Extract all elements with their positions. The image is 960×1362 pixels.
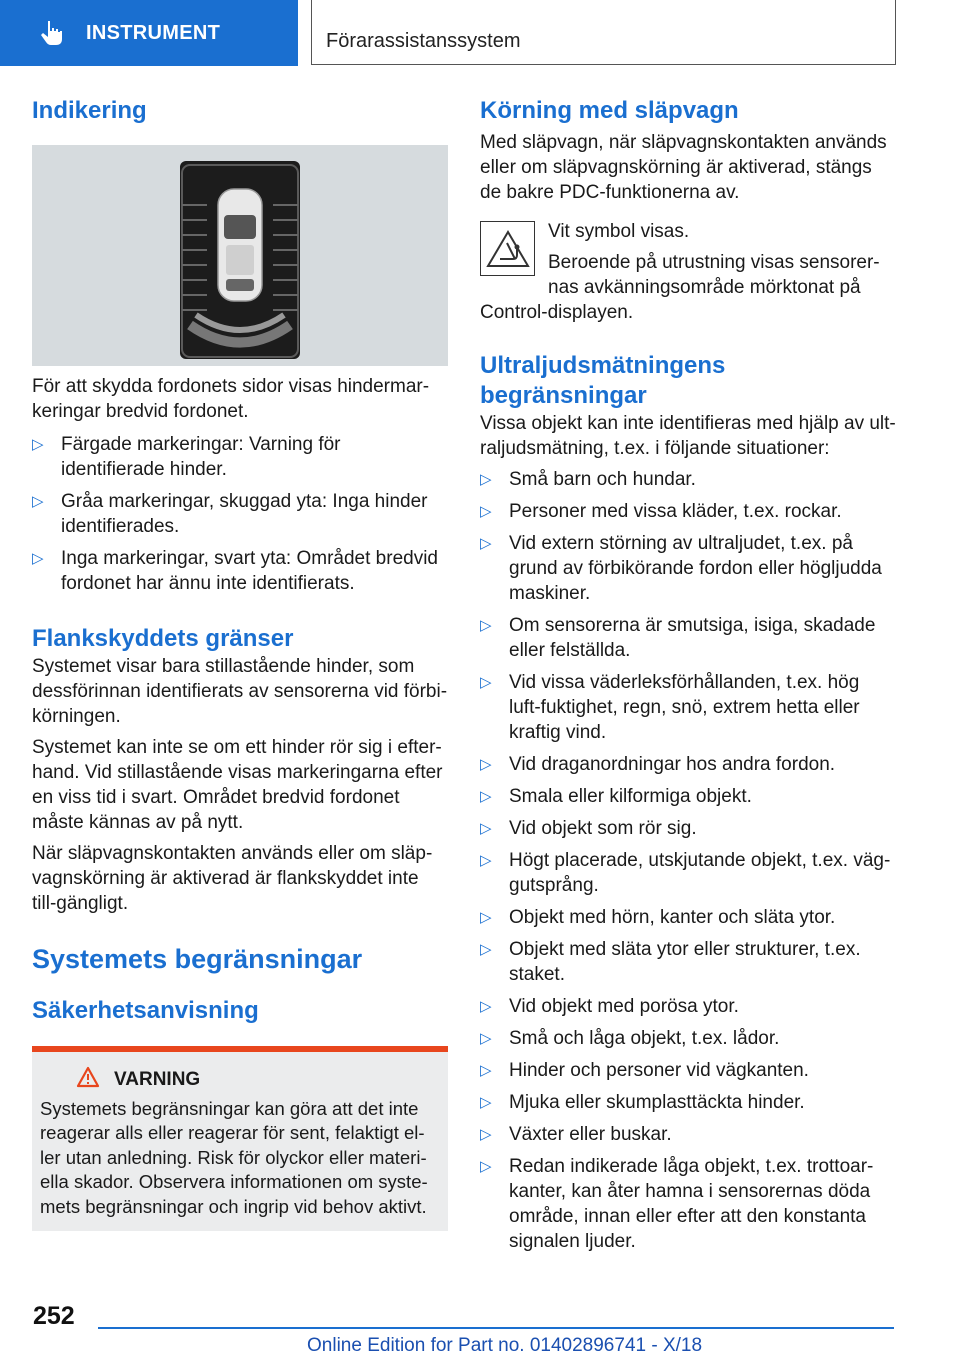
flank-paragraph-1: Systemet visar bara stillastående hinder, som dessförinnan identifierats av sensorerna vid förbi-körningen. [32,656,448,727]
triangle-bullet-icon: ▷ [480,535,492,552]
flank-paragraph-2: Systemet kan inte se om ett hinder rör sig i efter-hand. Vid stillastående visas markeringarna efter en viss tid i svart. Området bredvid fordonet måste kännas av på nytt. [32,737,443,833]
list-item: ▷ Gråa markeringar, skuggad yta: Inga hinder identifierades. [32,491,428,537]
heading-systemets-begransningar: Systemets begränsningar [32,944,363,974]
warning-box [32,1046,448,1231]
list-item: ▷ Vid objekt med porösa ytor. [480,996,739,1017]
triangle-bullet-icon: ▷ [32,550,44,567]
left-column [32,96,448,1231]
triangle-bullet-icon: ▷ [480,909,492,926]
trailer-sensor-continued: Control-displayen. [480,302,634,323]
page-number: 252 [33,1302,75,1330]
right-column [480,96,896,1261]
trailer-symbol-row [480,219,896,300]
list-item: ▷ Objekt med släta ytor eller strukturer, t.ex. staket. [480,939,861,985]
footer-divider [98,1327,894,1329]
list-item: ▷ Mjuka eller skumplasttäckta hinder. [480,1092,805,1113]
triangle-bullet-icon: ▷ [480,788,492,805]
warning-title [76,1066,440,1095]
warning-text: Systemets begränsningar kan göra att det inte reagerar alls eller reagerar för sent, felaktigt el-ler utan anledning. Risk för olyckor eller materi-ella skador. Observera informationen om syste-mets begränsningar och ingrip vid behov aktivt. [40,1097,428,1217]
triangle-bullet-icon: ▷ [480,852,492,869]
list-item: ▷ Inga markeringar, svart yta: Området bredvid fordonet har ännu inte identifierats. [32,548,438,594]
trailer-warning-icon [480,221,535,276]
page-header [0,0,960,66]
list-item: ▷ Vid extern störning av ultraljudet, t.ex. på grund av förbikörande fordon eller högljudda maskiner. [480,533,882,604]
warning-triangle-icon [76,1066,100,1095]
section-title: Förarassistanssystem [326,30,521,52]
list-item: ▷ Vid draganordningar hos andra fordon. [480,754,836,775]
warning-label: VARNING [114,1069,201,1090]
triangle-bullet-icon: ▷ [480,1126,492,1143]
heading-indikering: Indikering [32,97,147,124]
heading-ultraljud: Ultraljudsmätningens begränsningar [480,352,726,409]
triangle-bullet-icon: ▷ [480,941,492,958]
list-item: ▷ Små barn och hundar. [480,469,696,490]
trailer-symbol-caption: Vit symbol visas. [548,221,690,242]
triangle-bullet-icon: ▷ [480,1062,492,1079]
triangle-bullet-icon: ▷ [32,493,44,510]
indikering-intro: För att skydda fordonets sidor visas hindermar-keringar bredvid fordonet. [32,376,430,422]
heading-flankskydd: Flankskyddets gränser [32,625,294,652]
heading-korning-med-slapvagn: Körning med släpvagn [480,97,739,124]
list-item: ▷ Redan indikerade låga objekt, t.ex. trottoar-kanter, kan åter hamna i sensorernas döda område, innan eller efter att den konstanta signalen ljuder. [480,1156,874,1252]
triangle-bullet-icon: ▷ [480,1158,492,1175]
list-item: ▷ Personer med vissa kläder, t.ex. rockar. [480,501,842,522]
triangle-bullet-icon: ▷ [480,503,492,520]
list-item: ▷ Objekt med hörn, kanter och släta ytor. [480,907,836,928]
list-item: ▷ Vid vissa väderleksförhållanden, t.ex. hög luft-fuktighet, regn, snö, extrem hetta eller kraftig vind. [480,672,860,743]
triangle-bullet-icon: ▷ [480,471,492,488]
list-item: ▷ Om sensorerna är smutsiga, isiga, skadade eller felställda. [480,615,876,661]
list-item: ▷ Vid objekt som rör sig. [480,818,697,839]
triangle-bullet-icon: ▷ [480,756,492,773]
indikering-list [32,432,448,596]
hand-pointer-icon [38,19,66,47]
chapter-tab[interactable] [0,0,298,66]
footer-edition: Online Edition for Part no. 01402896741 - X/18 [307,1335,703,1356]
car-sensor-illustration [32,145,448,366]
triangle-bullet-icon: ▷ [480,617,492,634]
section-title-box [311,0,896,65]
car-sensor-figure [32,145,448,366]
ultra-list [480,467,896,1254]
triangle-bullet-icon: ▷ [480,674,492,691]
trailer-paragraph: Med släpvagn, när släpvagnskontakten används eller om släpvagnskörning är aktiverad, stängs de bakre PDC-funktionerna av. [480,132,887,203]
list-item: ▷ Högt placerade, utskjutande objekt, t.ex. väg-gutsprång. [480,850,891,896]
triangle-bullet-icon: ▷ [480,998,492,1015]
heading-sakerhetsanvisning: Säkerhetsanvisning [32,997,259,1024]
triangle-bullet-icon: ▷ [480,1094,492,1111]
list-item: ▷ Växter eller buskar. [480,1124,672,1145]
trailer-symbol-text [548,219,896,300]
triangle-bullet-icon: ▷ [480,1030,492,1047]
flank-paragraph-3: När släpvagnskontakten används eller om släp-vagnskörning är aktiverad är flankskyddet inte till-gängligt. [32,843,433,914]
list-item: ▷ Smala eller kilformiga objekt. [480,786,752,807]
trailer-sensor-text: Beroende på utrustning visas sensorer-nas avkänningsområde mörktonat på [548,252,880,298]
list-item: ▷ Hinder och personer vid vägkanten. [480,1060,809,1081]
chapter-tab-label: INSTRUMENT [86,21,221,44]
triangle-bullet-icon: ▷ [32,436,44,453]
ultra-intro: Vissa objekt kan inte identifieras med hjälp av ult-raljudsmätning, t.ex. i följande situationer: [480,413,896,459]
list-item: ▷ Färgade markeringar: Varning för identifierade hinder. [32,434,341,480]
list-item: ▷ Små och låga objekt, t.ex. lådor. [480,1028,780,1049]
triangle-bullet-icon: ▷ [480,820,492,837]
